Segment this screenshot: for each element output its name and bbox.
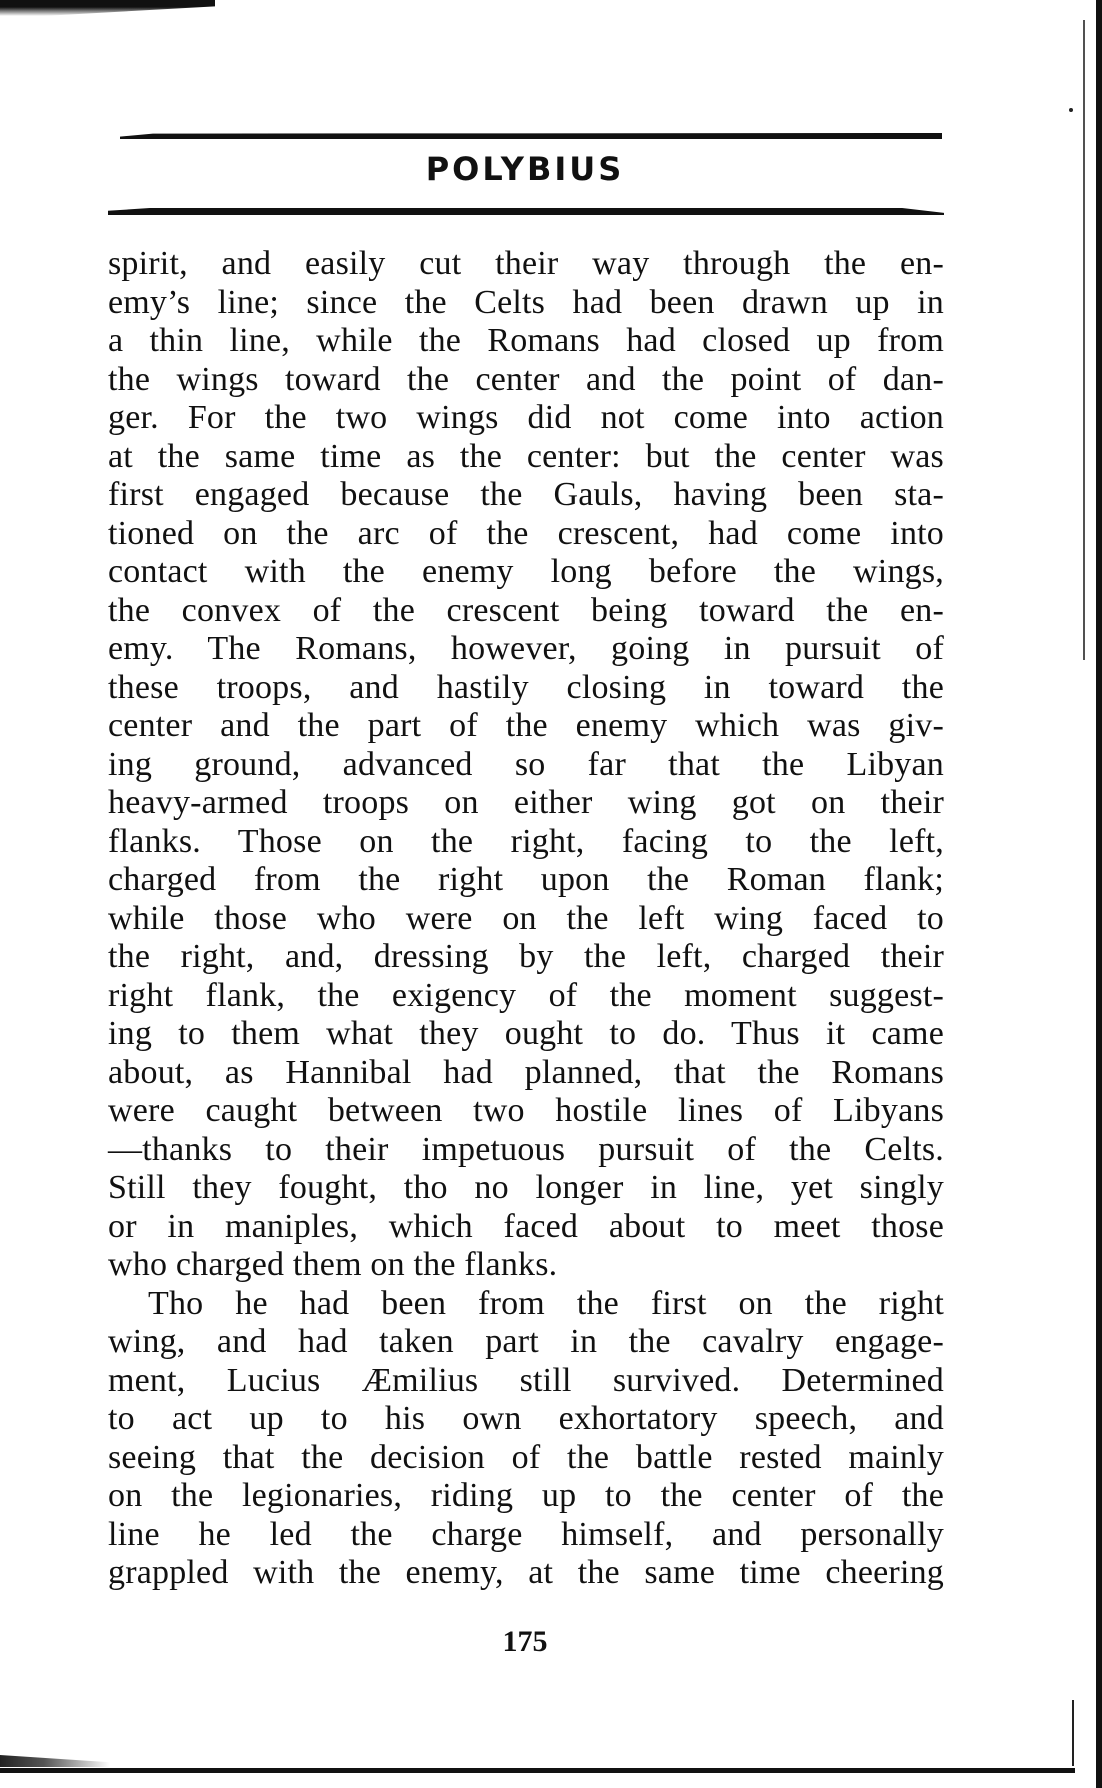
text-line: ger. For the two wings did not come into action (108, 399, 944, 436)
text-line: heavy-armed troops on either wing got on their (108, 784, 944, 821)
text-line: line he led the charge himself, and personally (108, 1515, 944, 1553)
text-line: a thin line, while the Romans had closed up from (108, 322, 944, 359)
page-number: 175 (502, 1625, 548, 1658)
text-line: ing to them what they ought to do. Thus it came (108, 1015, 944, 1052)
text-line: seeing that the decision of the battle rested mainly (108, 1438, 944, 1476)
text-line: while those who were on the left wing faced to (108, 899, 944, 937)
text-line: the right, and, dressing by the left, charged their (108, 938, 944, 975)
text-line: the wings toward the center and the point of dan- (108, 360, 944, 398)
scan-bottom-tick (1072, 1700, 1074, 1766)
text-line: right flank, the exigency of the moment suggest- (108, 976, 944, 1014)
scan-bottom-rule (0, 1768, 1075, 1773)
text-line: tioned on the arc of the crescent, had come into (108, 514, 944, 552)
text-line: to act up to his own exhortatory speech, and (108, 1400, 944, 1437)
body-text (108, 245, 944, 1593)
text-line: the convex of the crescent being toward the en- (108, 591, 944, 629)
scan-bottom-smudge (0, 1755, 110, 1767)
text-line: these troops, and hastily closing in toward the (108, 668, 944, 706)
text-line: were caught between two hostile lines of Libyans (108, 1092, 944, 1129)
header-rule-bottom (108, 208, 944, 215)
text-line: on the legionaries, riding up to the center of the (108, 1477, 944, 1514)
text-line: Still they fought, tho no longer in line, yet singly (108, 1169, 944, 1206)
text-line: emy. The Romans, however, going in pursuit of (108, 630, 944, 667)
text-line: contact with the enemy long before the wings, (108, 553, 944, 590)
text-line: who charged them on the flanks. (108, 1246, 558, 1283)
text-line: about, as Hannibal had planned, that the Romans (108, 1053, 944, 1091)
scan-right-edge (1096, 0, 1102, 1788)
text-line: charged from the right upon the Roman flank; (108, 861, 944, 898)
scan-edge-line (1083, 20, 1085, 660)
text-line: flanks. Those on the right, facing to the left, (108, 822, 944, 860)
text-line: first engaged because the Gauls, having been sta- (108, 476, 944, 513)
text-line: grappled with the enemy, at the same time cheering (108, 1554, 944, 1591)
text-line: emy’s line; since the Celts had been drawn up in (108, 283, 944, 321)
scan-corner-mark (0, 0, 215, 16)
text-line: ing ground, advanced so far that the Libyan (108, 745, 944, 783)
text-line: or in maniples, which faced about to meet those (108, 1207, 944, 1245)
text-line: Tho he had been from the first on the right (148, 1284, 944, 1322)
running-head: POLYBIUS (425, 150, 625, 188)
scan-speck (1069, 108, 1073, 112)
text-line: at the same time as the center: but the center was (108, 437, 944, 475)
text-line: —thanks to their impetuous pursuit of the Celts. (108, 1130, 944, 1168)
text-line: wing, and had taken part in the cavalry engage- (108, 1323, 944, 1360)
text-line: center and the part of the enemy which was giv- (108, 707, 944, 744)
text-line: ment, Lucius Æmilius still survived. Determined (108, 1361, 944, 1399)
header-rule-top (120, 133, 942, 139)
text-line: spirit, and easily cut their way through the en- (108, 245, 944, 282)
